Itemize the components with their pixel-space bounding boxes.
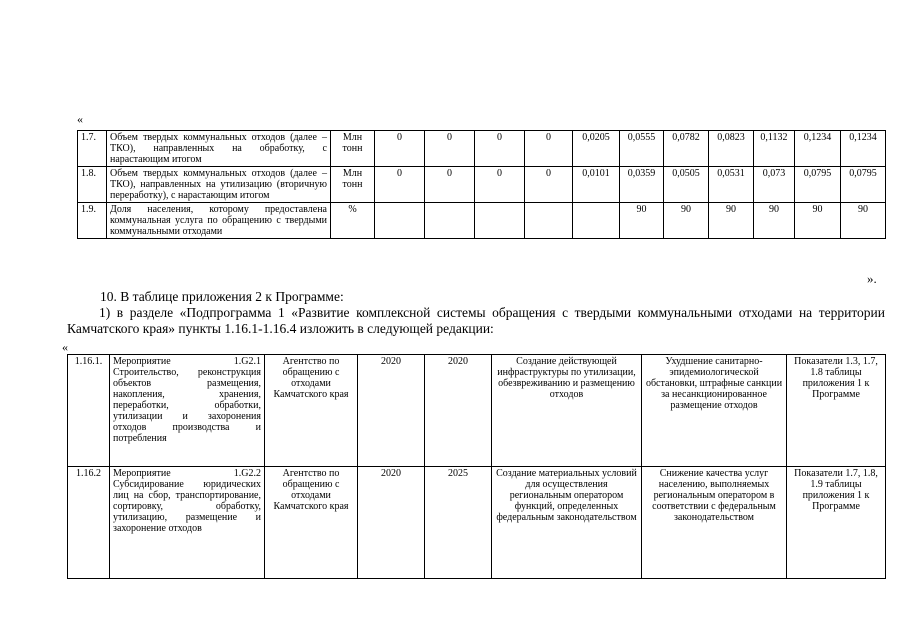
value-cell [475,203,525,239]
value-cell: 0,0555 [620,131,664,167]
row-number: 1.8. [78,167,107,203]
value-cell: 90 [841,203,886,239]
value-cell: 0,1234 [841,131,886,167]
value-cell: 90 [795,203,841,239]
unit-cell: Млн тонн [331,131,375,167]
value-cell: 0,0359 [620,167,664,203]
activities-table [67,354,886,579]
indicator-name: Объем твердых коммунальных отходов (далее – ТКО), направленных на обработку, с нарастающим итогом [107,131,331,167]
row-number: 1.7. [78,131,107,167]
indicators-table [77,130,886,239]
value-cell: 90 [709,203,754,239]
expected-result: Создание действующей инфраструктуры по утилизации, обезвреживанию и размещению отходов [492,355,642,467]
activity-row [68,467,886,579]
indicator-row [78,167,886,203]
value-cell: 0,1132 [754,131,795,167]
start-year: 2020 [358,467,425,579]
unit-cell: Млн тонн [331,167,375,203]
value-cell [375,203,425,239]
value-cell: 0,073 [754,167,795,203]
value-cell: 0,1234 [795,131,841,167]
expected-result: Создание материальных условий для осуществления региональным оператором функций, определенных федеральным законодательством [492,467,642,579]
value-cell: 0 [375,167,425,203]
responsible-agency: Агентство по обращению с отходами Камчатского края [265,355,358,467]
value-cell: 0,0101 [573,167,620,203]
value-cell: 0 [525,131,573,167]
start-year: 2020 [358,355,425,467]
value-cell: 0,0782 [664,131,709,167]
item-number: 1.16.1. [68,355,110,467]
value-cell: 90 [664,203,709,239]
indicator-name: Доля населения, которому предоставлена коммунальная услуга по обращению с твердыми коммунальными отходами [107,203,331,239]
opening-quote: « [77,112,83,126]
value-cell: 0,0205 [573,131,620,167]
row-number: 1.9. [78,203,107,239]
value-cell: 90 [620,203,664,239]
value-cell: 0,0823 [709,131,754,167]
value-cell [425,203,475,239]
linked-indicators: Показатели 1.7, 1.8, 1.9 таблицы приложения 1 к Программе [787,467,886,579]
value-cell: 0 [425,167,475,203]
value-cell [573,203,620,239]
activity-name: Мероприятие 1.G2.1 Строительство, реконструкция объектов размещения, накопления, хранения, переработки, обработки, утилизации и захоронения отходов производства и потребления [110,355,265,467]
activity-row [68,355,886,467]
value-cell: 0,0531 [709,167,754,203]
value-cell: 0,0795 [795,167,841,203]
value-cell: 0 [475,167,525,203]
end-year: 2020 [425,355,492,467]
end-year: 2025 [425,467,492,579]
non-implementation-consequence: Снижение качества услуг населению, выполняемых региональным оператором в соответствии с федеральным законодательством [642,467,787,579]
value-cell: 0 [375,131,425,167]
indicator-name: Объем твердых коммунальных отходов (далее – ТКО), направленных на утилизацию (вторичную переработку), с нарастающим итогом [107,167,331,203]
linked-indicators: Показатели 1.3, 1.7, 1.8 таблицы приложения 1 к Программе [787,355,886,467]
value-cell: 0,0505 [664,167,709,203]
section-text: 1) в разделе «Подпрограмма 1 «Развитие комплексной системы обращения с твердыми коммунальными отходами на территории Камчатского края» пункты 1.16.1-1.16.4 изложить в следующей редакции: [67,305,885,336]
indicator-row [78,131,886,167]
section-heading: 10. В таблице приложения 2 к Программе: [100,289,344,304]
item-number: 1.16.2 [68,467,110,579]
closing-quote: ». [867,271,877,286]
value-cell: 0 [525,167,573,203]
value-cell: 0,0795 [841,167,886,203]
activity-name: Мероприятие 1.G2.2 Субсидирование юридических лиц на сбор, транспортирование, сортировку, обработку, утилизацию, размещение и захоронение отходов [110,467,265,579]
non-implementation-consequence: Ухудшение санитарно-эпидемиологической обстановки, штрафные санкции за несанкционированное размещение отходов [642,355,787,467]
responsible-agency: Агентство по обращению с отходами Камчатского края [265,467,358,579]
value-cell: 90 [754,203,795,239]
indicator-row [78,203,886,239]
unit-cell: % [331,203,375,239]
opening-quote-2: « [62,340,68,354]
value-cell [525,203,573,239]
value-cell: 0 [475,131,525,167]
value-cell: 0 [425,131,475,167]
